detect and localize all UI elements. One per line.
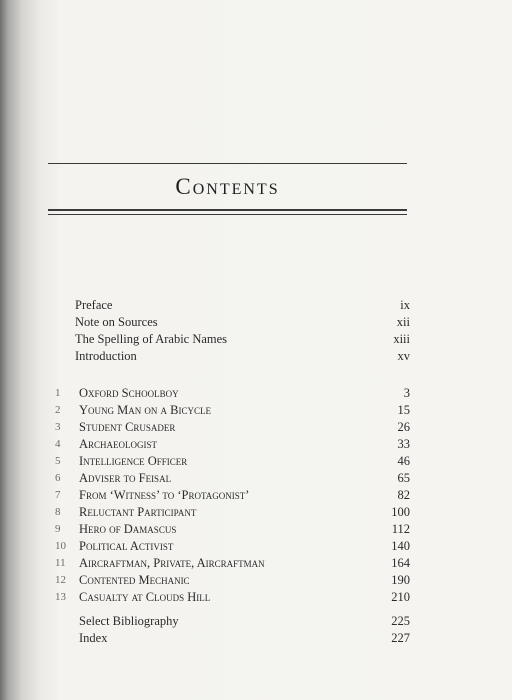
chapter-title: Oxford Schoolboy bbox=[79, 386, 179, 400]
chapter-entry bbox=[55, 589, 410, 606]
entry-label: Note on Sources bbox=[75, 315, 158, 329]
title-double-rule-lower bbox=[48, 214, 407, 215]
entry-page: 227 bbox=[391, 631, 410, 645]
chapter-number: 10 bbox=[55, 540, 66, 552]
chapter-title: Casualty at Clouds Hill bbox=[79, 590, 211, 604]
toc-entry-preface bbox=[75, 297, 410, 314]
entry-label: Index bbox=[79, 631, 108, 645]
chapter-page: 82 bbox=[397, 488, 410, 502]
chapter-entry bbox=[55, 453, 410, 470]
chapter-entry bbox=[55, 487, 410, 504]
chapter-entry bbox=[55, 419, 410, 436]
chapter-title: Student Crusader bbox=[79, 420, 176, 434]
chapter-entry bbox=[55, 470, 410, 487]
entry-page: xiii bbox=[393, 332, 410, 346]
chapter-page: 112 bbox=[391, 522, 410, 536]
chapter-title: Archaeologist bbox=[79, 437, 158, 451]
entry-page: xii bbox=[396, 315, 410, 329]
chapter-page: 3 bbox=[403, 386, 410, 400]
entry-label: Introduction bbox=[75, 349, 137, 363]
toc-entry-spelling bbox=[75, 331, 410, 348]
toc-entry-index bbox=[79, 630, 410, 647]
toc-entry-note-on-sources bbox=[75, 314, 410, 331]
chapter-number: 13 bbox=[55, 591, 66, 603]
title-double-rule-upper bbox=[48, 209, 407, 211]
chapter-title: Reluctant Participant bbox=[79, 505, 197, 519]
chapter-number: 8 bbox=[55, 506, 61, 518]
chapter-number: 7 bbox=[55, 489, 61, 501]
entry-page: xv bbox=[397, 349, 410, 363]
chapter-title: Young Man on a Bicycle bbox=[79, 403, 211, 417]
toc-entry-introduction bbox=[75, 348, 410, 365]
front-matter-list bbox=[75, 297, 410, 365]
chapter-page: 33 bbox=[397, 437, 410, 451]
entry-page: ix bbox=[400, 298, 410, 312]
chapter-title: From ‘Witness’ to ‘Protagonist’ bbox=[79, 488, 250, 502]
page-title: Contents bbox=[175, 174, 280, 199]
chapter-page: 65 bbox=[397, 471, 410, 485]
chapter-title: Contented Mechanic bbox=[79, 573, 190, 587]
chapter-entry bbox=[55, 555, 410, 572]
chapter-page: 164 bbox=[391, 556, 410, 570]
top-rule bbox=[48, 163, 407, 164]
chapter-entry bbox=[55, 436, 410, 453]
entry-label: Select Bibliography bbox=[79, 614, 179, 628]
chapter-title: Aircraftman, Private, Aircraftman bbox=[79, 556, 265, 570]
chapter-page: 190 bbox=[391, 573, 410, 587]
chapter-page: 46 bbox=[397, 454, 410, 468]
chapter-number: 4 bbox=[55, 438, 61, 450]
chapter-title: Hero of Damascus bbox=[79, 522, 177, 536]
chapter-entry bbox=[55, 538, 410, 555]
chapter-list bbox=[55, 385, 410, 606]
chapter-number: 11 bbox=[55, 557, 66, 569]
chapter-entry bbox=[55, 504, 410, 521]
chapter-title: Intelligence Officer bbox=[79, 454, 188, 468]
chapter-title: Political Activist bbox=[79, 539, 174, 553]
chapter-number: 9 bbox=[55, 523, 61, 535]
chapter-page: 26 bbox=[397, 420, 410, 434]
chapter-number: 1 bbox=[55, 387, 61, 399]
chapter-page: 100 bbox=[391, 505, 410, 519]
chapter-title: Adviser to Feisal bbox=[79, 471, 172, 485]
back-matter-list bbox=[79, 613, 410, 647]
toc-entry-bibliography bbox=[79, 613, 410, 630]
chapter-entry bbox=[55, 521, 410, 538]
chapter-number: 6 bbox=[55, 472, 61, 484]
chapter-number: 12 bbox=[55, 574, 66, 586]
chapter-page: 15 bbox=[397, 403, 410, 417]
chapter-number: 2 bbox=[55, 404, 61, 416]
chapter-number: 5 bbox=[55, 455, 61, 467]
chapter-entry bbox=[55, 385, 410, 402]
entry-label: Preface bbox=[75, 298, 113, 312]
entry-label: The Spelling of Arabic Names bbox=[75, 332, 228, 346]
entry-page: 225 bbox=[391, 614, 410, 628]
chapter-number: 3 bbox=[55, 421, 61, 433]
chapter-entry bbox=[55, 572, 410, 589]
chapter-page: 210 bbox=[391, 590, 410, 604]
chapter-entry bbox=[55, 402, 410, 419]
chapter-page: 140 bbox=[391, 539, 410, 553]
